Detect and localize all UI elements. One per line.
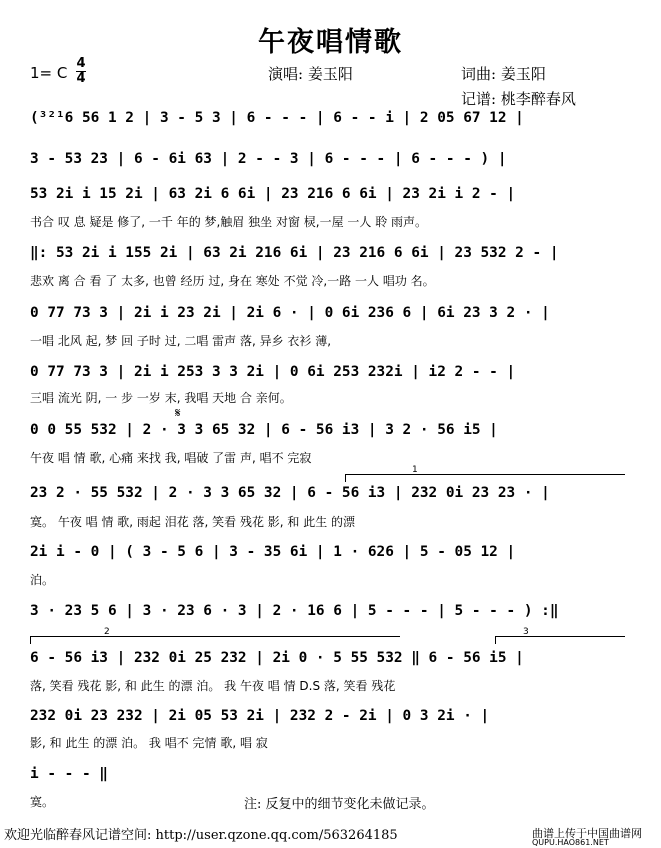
segno-sign: 𝄋 bbox=[175, 406, 181, 421]
volta-1-line bbox=[345, 474, 625, 475]
score-row-3: 53 2i i 15 2i | 63 2i 6 6i | 23 216 6 6i | 23 2i i 2 - | bbox=[30, 186, 516, 202]
time-signature bbox=[76, 58, 86, 85]
time-bottom: 4 bbox=[76, 71, 86, 86]
volta-1-tick bbox=[345, 474, 346, 482]
score-row-2: 3 - 53 23 | 6 - 6i 63 | 2 - - 3 | 6 - - - | 6 - - - ) | bbox=[30, 151, 507, 167]
score-row-5: 0 77 73 3 | 2i i 23 2i | 2i 6 · | 0 6i 236 6 | 6i 23 3 2 · | bbox=[30, 305, 550, 321]
footnote: 注: 反复中的细节变化未做记录。 bbox=[244, 797, 435, 812]
score-row-13: i - - - ‖ bbox=[30, 766, 108, 782]
site-url: QUPU.HAO861.NET bbox=[532, 838, 609, 847]
lyric-row-12: 影, 和 此生 的漂 泊。 我 唱不 完情 歌, 唱 寂 bbox=[30, 736, 268, 750]
volta-2-tick bbox=[30, 636, 31, 644]
song-title: 午夜唱情歌 bbox=[258, 27, 403, 58]
lyric-row-13: 寞。 bbox=[30, 795, 55, 809]
volta-2-line bbox=[30, 636, 400, 637]
lyric-row-5: 一唱 北风 起, 梦 回 子时 过, 二唱 雷声 落, 异乡 衣衫 薄, bbox=[30, 334, 332, 348]
score-row-9: 2i i - 0 | ( 3 - 5 6 | 3 - 35 6i | 1 · 626 | 5 - 05 12 | bbox=[30, 544, 516, 560]
score-row-1: (³²¹6 56 1 2 | 3 - 5 3 | 6 - - - | 6 - - i | 2 05 67 12 | bbox=[30, 110, 524, 126]
volta-3-tick bbox=[495, 636, 496, 644]
lyric-row-8: 寞。 午夜 唱 情 歌, 雨起 泪花 落, 笑看 残花 影, 和 此生 的漂 bbox=[30, 515, 356, 529]
lyric-row-9: 泊。 bbox=[30, 573, 55, 587]
lyric-row-7: 午夜 唱 情 歌, 心痛 来找 我, 唱破 了雷 声, 唱不 完寂 bbox=[30, 451, 312, 465]
footer-link[interactable]: 欢迎光临醉春风记谱空间: http://user.qzone.qq.com/563264185 bbox=[4, 828, 398, 843]
score-row-4: ‖: 53 2i i 155 2i | 63 2i 216 6i | 23 216 6 6i | 23 532 2 - | bbox=[30, 245, 559, 261]
lyric-row-4: 悲欢 离 合 看 了 太多, 也曾 经历 过, 身在 寒处 不觉 冷,一路 一人 唱功 名。 bbox=[30, 274, 435, 288]
lyric-row-6: 三唱 流光 阴, 一 步 一岁 末, 我唱 天地 合 亲何。 bbox=[30, 391, 292, 405]
singer-credit: 演唱: 姜玉阳 bbox=[268, 65, 353, 83]
site-name: 曲谱上传于中国曲谱网 bbox=[532, 827, 642, 840]
volta-3-line bbox=[495, 636, 625, 637]
score-row-10: 3 · 23 5 6 | 3 · 23 6 · 3 | 2 · 16 6 | 5 - - - | 5 - - - ) :‖ bbox=[30, 603, 559, 619]
time-top: 4 bbox=[76, 56, 86, 71]
lyric-row-11: 落, 笑看 残花 影, 和 此生 的漂 泊。 我 午夜 唱 情 D.S 落, 笑看 残花 bbox=[30, 679, 396, 693]
transcriber-credit: 记谱: 桃李醉春风 bbox=[461, 90, 576, 108]
score-row-6: 0 77 73 3 | 2i i 253 3 3 2i | 0 6i 253 232i | i2 2 - - | bbox=[30, 364, 516, 380]
volta-3-label: 3 bbox=[523, 627, 529, 637]
volta-2-label: 2 bbox=[104, 627, 110, 637]
key-signature: 1= C bbox=[30, 64, 68, 82]
score-row-8: 23 2 · 55 532 | 2 · 3 3 65 32 | 6 - 56 i3 | 232 0i 23 23 · | bbox=[30, 485, 550, 501]
lyricist-credit: 词曲: 姜玉阳 bbox=[461, 65, 546, 83]
lyric-row-3: 书合 叹 息 疑是 修了, 一千 年的 梦,触眉 独坐 对窗 棂,一屋 一人 聆 雨声。 bbox=[30, 215, 428, 229]
score-row-7: 0 0 55 532 | 2 · 3 3 65 32 | 6 - 56 i3 | 3 2 · 56 i5 | bbox=[30, 422, 498, 438]
score-row-12: 232 0i 23 232 | 2i 05 53 2i | 232 2 - 2i | 0 3 2i · | bbox=[30, 708, 490, 724]
score-row-11: 6 - 56 i3 | 232 0i 25 232 | 2i 0 · 5 55 532 ‖ 6 - 56 i5 | bbox=[30, 650, 524, 666]
volta-1-label: 1 bbox=[412, 465, 418, 475]
